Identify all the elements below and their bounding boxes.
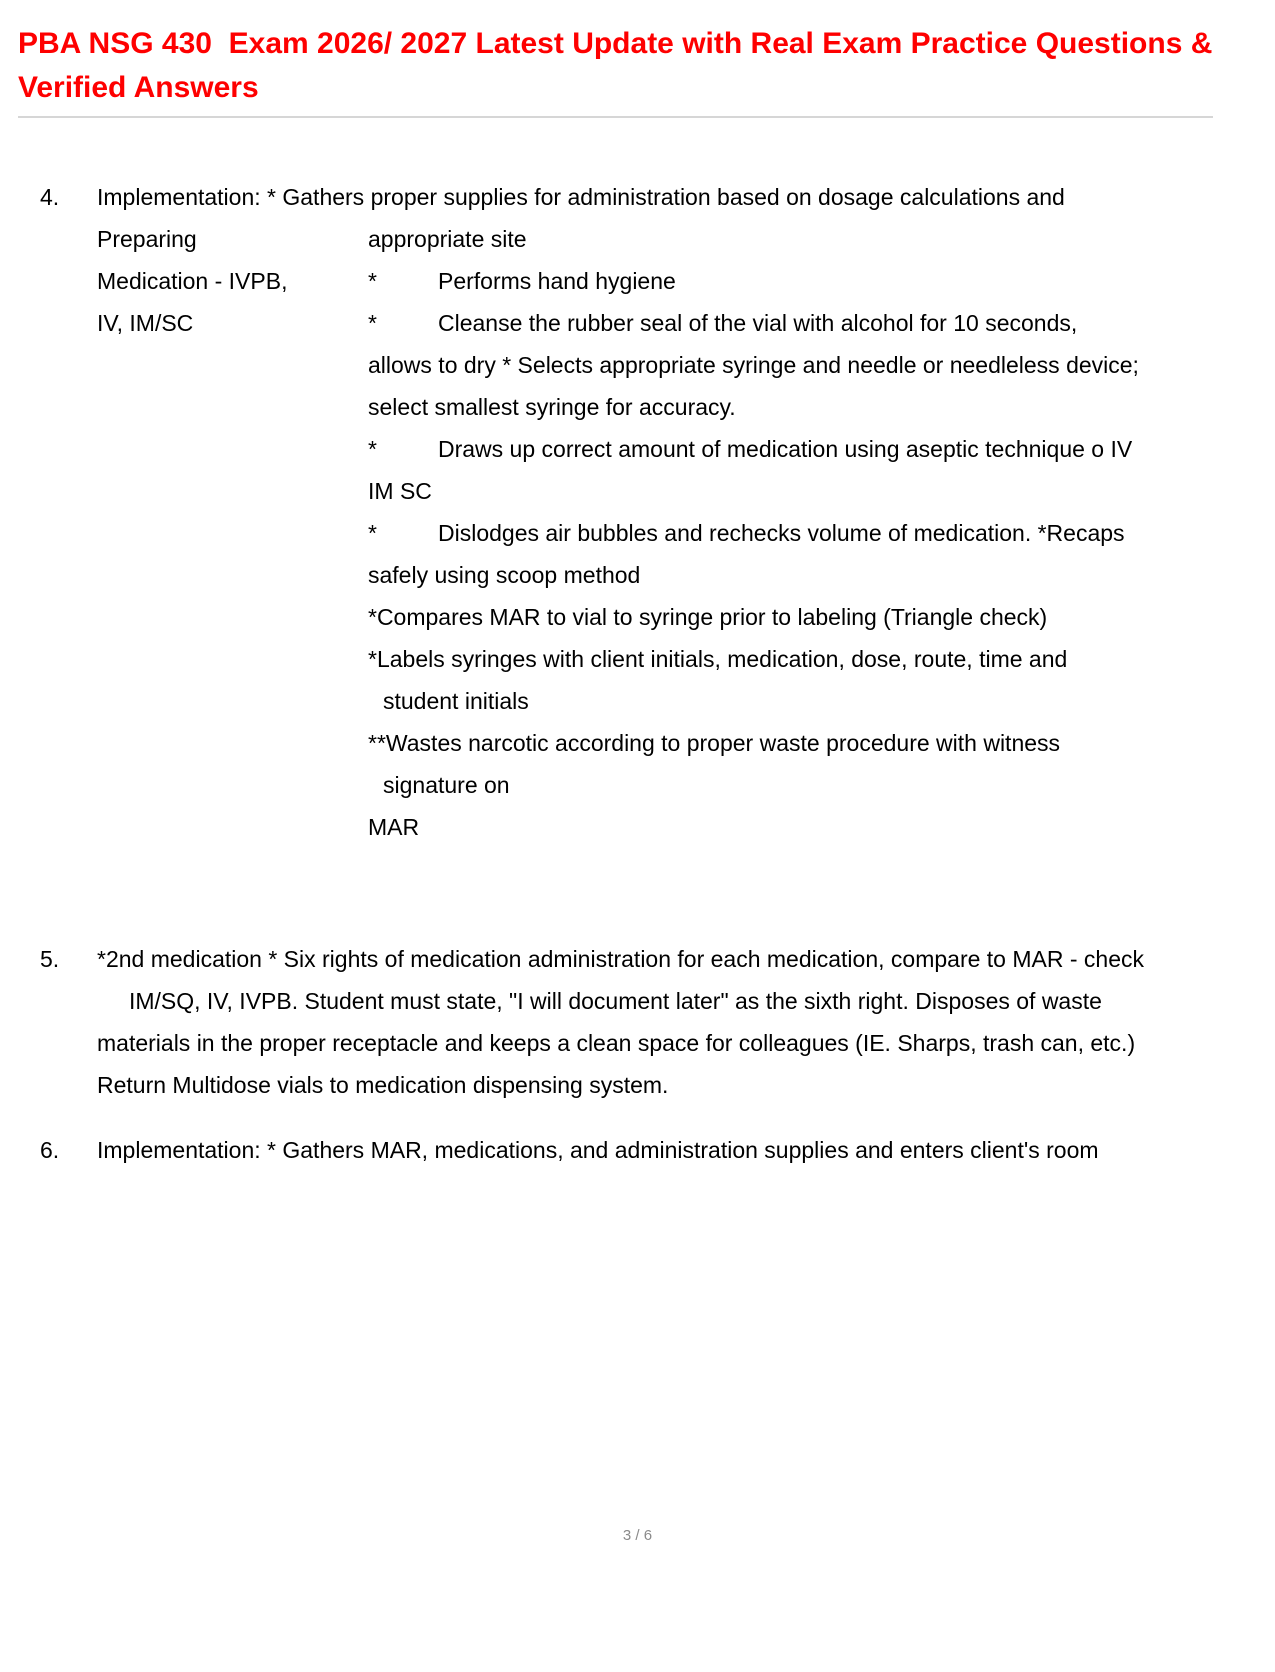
detail-text: Performs hand hygiene bbox=[438, 268, 676, 294]
detail-line bbox=[368, 218, 1145, 260]
detail-line bbox=[368, 596, 1145, 638]
left-column-line: Preparing bbox=[97, 226, 197, 252]
left-column bbox=[97, 218, 368, 848]
page-footer: 3 / 6 bbox=[622, 1527, 653, 1544]
detail-line bbox=[368, 638, 1145, 722]
detail-text: MAR bbox=[368, 814, 420, 840]
item-text: Implementation: * Gathers MAR, medications, and administration supplies and enters client's room bbox=[97, 1137, 1099, 1163]
list-item-5 bbox=[40, 938, 1145, 1106]
detail-text: *Labels syringes with client initials, medication, dose, route, time and student initials bbox=[368, 646, 1068, 714]
two-column-block bbox=[97, 218, 1145, 848]
detail-line bbox=[368, 722, 1145, 806]
bullet-asterisk: * bbox=[368, 436, 377, 462]
bullet-asterisk: * bbox=[368, 310, 377, 336]
page-title: PBA NSG 430 Exam 2026/ 2027 Latest Update with Real Exam Practice Questions & Verified Answers bbox=[18, 27, 1213, 104]
detail-line bbox=[368, 260, 1145, 302]
item-content bbox=[97, 1129, 1145, 1171]
item-content bbox=[97, 176, 1145, 848]
list-item-6 bbox=[40, 1129, 1145, 1171]
item-content bbox=[97, 938, 1145, 1106]
left-column-line: IV, IM/SC bbox=[97, 310, 194, 336]
document-header bbox=[18, 22, 1213, 118]
bullet-asterisk: * bbox=[368, 268, 377, 294]
detail-line bbox=[368, 428, 1145, 512]
right-column bbox=[368, 218, 1145, 848]
detail-text: **Wastes narcotic according to proper waste procedure with witness signature on bbox=[368, 730, 1061, 798]
item-number: 4. bbox=[40, 184, 60, 210]
detail-text: Cleanse the rubber seal of the vial with alcohol for 10 seconds, allows to dry * Selects appropriate syringe and needle or needleless device; select smallest syringe for accuracy. bbox=[368, 310, 1139, 420]
detail-text: *Compares MAR to vial to syringe prior to labeling (Triangle check) bbox=[368, 604, 1048, 630]
detail-text: Draws up correct amount of medication using aseptic technique o IV IM SC bbox=[368, 436, 1133, 504]
bullet-asterisk: * bbox=[368, 520, 377, 546]
document-page bbox=[0, 22, 1275, 1672]
item-intro: Implementation: * Gathers proper supplies for administration based on dosage calculations and bbox=[97, 184, 1065, 210]
detail-text: Dislodges air bubbles and rechecks volume of medication. *Recaps safely using scoop method bbox=[368, 520, 1125, 588]
left-column-line: Medication - IVPB, bbox=[97, 268, 288, 294]
detail-text: appropriate site bbox=[368, 226, 527, 252]
item-text: *2nd medication * Six rights of medication administration for each medication, compare to MAR - check IM/SQ, IV, IVPB. Student must state, "I will document later" as the sixth right. Disposes of waste materials in the proper receptacle and keeps a clean space for colleagues (IE. Sharps, trash can, etc.) Return Multidose vials to medication dispensing system. bbox=[97, 946, 1144, 1098]
item-number: 5. bbox=[40, 946, 60, 972]
detail-line bbox=[368, 512, 1145, 596]
item-number: 6. bbox=[40, 1137, 60, 1163]
list-item-4 bbox=[40, 176, 1145, 848]
detail-line bbox=[368, 302, 1145, 428]
numbered-list bbox=[40, 176, 1145, 1171]
detail-line bbox=[368, 806, 1145, 848]
